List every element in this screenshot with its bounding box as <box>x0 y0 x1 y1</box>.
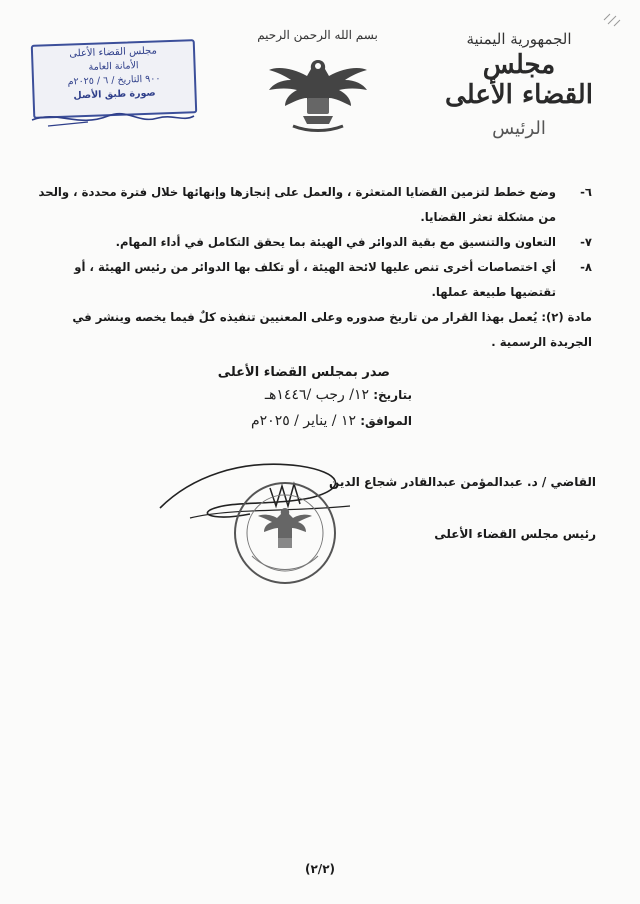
stamp-line-1: مجلس القضاء الأعلى <box>69 45 158 60</box>
eagle-emblem-icon <box>263 46 373 136</box>
stamp-line-3: ٩٠٠ التاريخ / ٦ / ٢٠٢٥م <box>67 73 161 88</box>
signer-title: رئيس مجلس القضاء الأعلى <box>434 527 596 541</box>
issued-line: صدر بمجلس القضاء الأعلى <box>217 365 390 380</box>
item-number: ٨- <box>580 260 592 274</box>
gregorian-date-row <box>251 408 412 434</box>
hijri-label: بتاريخ: <box>373 388 412 402</box>
corner-scribble-icon <box>602 10 622 28</box>
decision-body <box>32 180 592 355</box>
date-block <box>251 382 412 434</box>
country-name: الجمهورية اليمنية <box>466 30 572 48</box>
hijri-date-row <box>251 382 412 408</box>
office-title: الرئيس <box>492 118 546 139</box>
receipt-stamp <box>28 40 200 132</box>
hijri-value: ١٢/ رجب /١٤٤٦هـ <box>264 387 370 403</box>
basmala: بسم الله الرحمن الرحيم <box>257 28 378 42</box>
gregorian-value: ١٢ / يناير / ٢٠٢٥م <box>250 413 357 429</box>
letterhead <box>444 30 594 139</box>
page-number: (٢/٢) <box>305 862 335 876</box>
item-number: ٦- <box>580 185 592 199</box>
list-item <box>32 180 592 230</box>
article-2 <box>32 305 592 355</box>
article-label: مادة (٢): <box>541 310 592 324</box>
item-text: أي اختصاصات أخرى تنص عليها لائحة الهيئة ، أو تكلف بها الدوائر من رئيس الهيئة ، أو تقتضيها طبيعة عملها. <box>74 260 556 299</box>
item-text: وضع خطط لتزمين القضايا المتعثرة ، والعمل على إنجازها وإنهائها خلال فترة محددة ، والحد من مشكلة تعثر القضايا. <box>38 185 556 224</box>
list-item <box>32 230 592 255</box>
gregorian-label: الموافق: <box>360 414 412 428</box>
article-text: يُعمل بهذا القرار من تاريخ صدوره وعلى المعنيين تنفيذه كلٌ فيما يخصه وينشر في الجريدة الرسمية . <box>72 310 592 349</box>
stamp-line-2: الأمانة العامة <box>88 60 139 73</box>
stamp-line-4: صورة طبق الأصل <box>73 87 156 102</box>
official-seal-icon <box>230 478 340 588</box>
emblem-block <box>245 28 390 136</box>
list-item <box>32 255 592 305</box>
signer-name: القاضي / د. عبدالمؤمن عبدالقادر شجاع الدين <box>329 475 596 489</box>
stamp-signature-icon <box>28 102 198 132</box>
item-number: ٧- <box>580 235 592 249</box>
item-text: التعاون والتنسيق مع بقية الدوائر في الهيئة بما يحقق التكامل في أداء المهام. <box>115 235 556 249</box>
council-name: مجلس القضاء الأعلى <box>445 50 593 110</box>
